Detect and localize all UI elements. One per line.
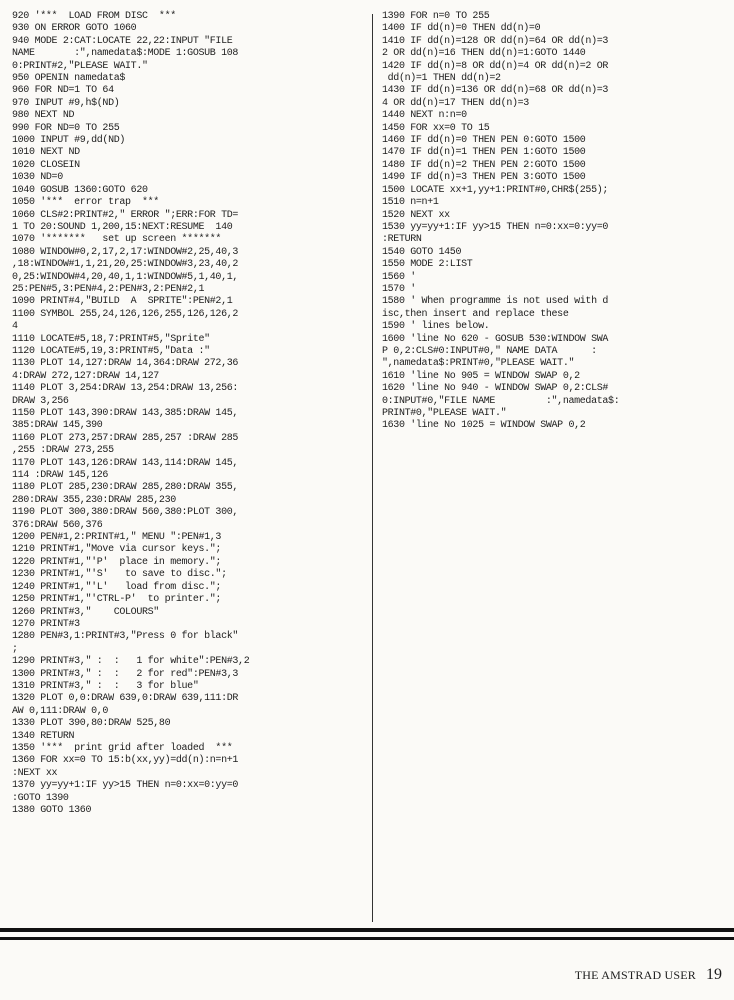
code-line: 1450 FOR xx=0 TO 15 [382,122,490,134]
code-line: 1630 'line No 1025 = WINDOW SWAP 0,2 [382,420,586,432]
code-line: 1430 IF dd(n)=136 OR dd(n)=68 OR dd(n)=3 [382,85,609,97]
code-line: 1390 FOR n=0 TO 255 [382,11,490,22]
code-line: 1360 FOR xx=0 TO 15:b(xx,yy)=dd(n):n=n+1 [12,755,239,767]
code-line: 1180 PLOT 285,230:DRAW 285,280:DRAW 355, [12,482,239,494]
code-line: 1300 PRINT#3," : : 2 for red":PEN#3,3 [12,668,239,680]
code-line: 1150 PLOT 143,390:DRAW 143,385:DRAW 145, [12,408,239,419]
column-divider [372,14,373,922]
code-line: isc,then insert and replace these [382,308,569,320]
code-line: 1500 LOCATE xx+1,yy+1:PRINT#0,CHR$(255); [382,184,609,196]
code-line: 980 NEXT ND [12,110,75,122]
code-line: 1060 CLS#2:PRINT#2," ERROR ";ERR:FOR TD= [12,209,239,221]
code-line: 1380 GOTO 1360 [12,805,92,816]
code-line: NAME :",namedata$:MODE 1:GOSUB 108 [12,48,239,60]
listing-right-column [382,11,732,433]
code-line: 4 [12,321,18,333]
footer-rule-thick [0,928,734,932]
code-line: 1440 NEXT n:n=0 [382,110,467,122]
page-footer [575,966,722,984]
code-line: 25:PEN#5,3:PEN#4,2:PEN#3,2:PEN#2,1 [12,283,205,295]
code-line: 1420 IF dd(n)=8 OR dd(n)=4 OR dd(n)=2 OR [382,60,609,72]
code-line: 1580 ' When programme is not used with d [382,296,609,308]
code-line: 1110 LOCATE#5,18,7:PRINT#5,"Sprite" [12,333,210,345]
code-line: 4 OR dd(n)=17 THEN dd(n)=3 [382,97,529,109]
code-line: 1560 ' [382,271,416,283]
code-line: 940 MODE 2:CAT:LOCATE 22,22:INPUT "FILE [12,35,233,47]
code-line: 1090 PRINT#4,"BUILD A SPRITE":PEN#2,1 [12,296,233,308]
code-line: 1010 NEXT ND [12,147,80,159]
code-line: 1030 ND=0 [12,172,63,184]
code-line: ",namedata$:PRINT#0,"PLEASE WAIT." [382,358,575,370]
code-line: 1220 PRINT#1,"'P' place in memory."; [12,556,222,568]
code-line: 1600 'line No 620 - GOSUB 530:WINDOW SWA [382,333,609,345]
code-line: 1230 PRINT#1,"'S' to save to disc."; [12,569,227,581]
code-line: PRINT#0,"PLEASE WAIT." [382,408,507,419]
code-line: 1290 PRINT#3," : : 1 for white":PEN#3,2 [12,656,250,668]
code-line: 1570 ' [382,283,416,295]
code-line: 1320 PLOT 0,0:DRAW 639,0:DRAW 639,111:DR [12,693,239,705]
code-line: 1200 PEN#1,2:PRINT#1," MENU ":PEN#1,3 [12,532,222,544]
code-line: 1620 'line No 940 - WINDOW SWAP 0,2:CLS# [382,383,609,395]
code-line: 1120 LOCATE#5,19,3:PRINT#5,"Data :" [12,345,210,357]
code-line: 4:DRAW 272,127:DRAW 14,127 [12,370,159,382]
code-line: 1160 PLOT 273,257:DRAW 285,257 :DRAW 285 [12,432,239,444]
code-line: 990 FOR ND=0 TO 255 [12,122,120,134]
code-line: 1550 MODE 2:LIST [382,259,473,271]
code-line: 1100 SYMBOL 255,24,126,126,255,126,126,2 [12,308,239,320]
code-line: 1510 n=n+1 [382,197,439,209]
code-line: 0:PRINT#2,"PLEASE WAIT." [12,60,148,72]
code-line: 1530 yy=yy+1:IF yy>15 THEN n=0:xx=0:yy=0 [382,221,609,233]
code-line: 280:DRAW 355,230:DRAW 285,230 [12,494,176,506]
code-line: 1240 PRINT#1,"'L' load from disc."; [12,581,222,593]
code-line: 960 FOR ND=1 TO 64 [12,85,114,97]
code-line: 114 :DRAW 145,126 [12,470,109,482]
code-line: 1540 GOTO 1450 [382,246,462,258]
code-line: 920 '*** LOAD FROM DISC *** [12,11,176,22]
code-line: 1070 '******* set up screen ******* [12,234,222,246]
code-line: 1020 CLOSEIN [12,159,80,171]
code-line: :GOTO 1390 [12,792,69,804]
code-line: 1080 WINDOW#0,2,17,2,17:WINDOW#2,25,40,3 [12,246,239,258]
code-line: 1000 INPUT #9,dd(ND) [12,135,126,147]
code-line: 950 OPENIN namedata$ [12,73,126,85]
code-line: 1330 PLOT 390,80:DRAW 525,80 [12,718,171,730]
code-line: 1490 IF dd(n)=3 THEN PEN 3:GOTO 1500 [382,172,586,184]
code-line: 1400 IF dd(n)=0 THEN dd(n)=0 [382,23,541,35]
page-number: 19 [706,966,722,983]
code-line: ,18:WINDOW#1,1,21,20,25:WINDOW#3,23,40,2 [12,259,239,271]
code-line: 1050 '*** error trap *** [12,197,159,209]
code-line: 1170 PLOT 143,126:DRAW 143,114:DRAW 145, [12,457,239,469]
code-line: 1460 IF dd(n)=0 THEN PEN 0:GOTO 1500 [382,135,586,147]
listing-left-column [12,11,364,817]
code-line: 1270 PRINT#3 [12,618,80,630]
code-line: 0,25:WINDOW#4,20,40,1,1:WINDOW#5,1,40,1, [12,271,239,283]
code-line: DRAW 3,256 [12,395,69,407]
code-line: dd(n)=1 THEN dd(n)=2 [382,73,501,85]
code-line: 385:DRAW 145,390 [12,420,103,432]
footer-rule-thin [0,937,734,940]
code-line: 1250 PRINT#1,"'CTRL-P' to printer."; [12,594,222,606]
code-line: 1520 NEXT xx [382,209,450,221]
code-line: P 0,2:CLS#0:INPUT#0," NAME DATA : [382,345,597,357]
code-line: 1130 PLOT 14,127:DRAW 14,364:DRAW 272,36 [12,358,239,370]
code-line: 376:DRAW 560,376 [12,519,103,531]
code-line: ,255 :DRAW 273,255 [12,445,114,457]
code-line: 1480 IF dd(n)=2 THEN PEN 2:GOTO 1500 [382,159,586,171]
code-line: 970 INPUT #9,h$(ND) [12,97,120,109]
code-line: 1350 '*** print grid after loaded *** [12,742,233,754]
code-line: 1340 RETURN [12,730,75,742]
code-line: :NEXT xx [12,767,58,779]
code-line: :RETURN [382,234,422,246]
code-line: 1370 yy=yy+1:IF yy>15 THEN n=0:xx=0:yy=0 [12,780,239,792]
code-line: AW 0,111:DRAW 0,0 [12,705,109,717]
code-line: 1260 PRINT#3," COLOURS" [12,606,159,618]
code-line: 1210 PRINT#1,"Move via cursor keys."; [12,544,222,556]
code-line: ; [12,643,18,655]
code-line: 2 OR dd(n)=16 THEN dd(n)=1:GOTO 1440 [382,48,586,60]
code-line: 1190 PLOT 300,380:DRAW 560,380:PLOT 300, [12,507,239,519]
code-line: 930 ON ERROR GOTO 1060 [12,23,137,35]
code-line: 1140 PLOT 3,254:DRAW 13,254:DRAW 13,256: [12,383,239,395]
publication-name: THE AMSTRAD USER [574,968,696,982]
code-line: 1610 'line No 905 = WINDOW SWAP 0,2 [382,370,580,382]
code-line: 1040 GOSUB 1360:GOTO 620 [12,184,148,196]
code-line: 1470 IF dd(n)=1 THEN PEN 1:GOTO 1500 [382,147,586,159]
code-line: 1280 PEN#3,1:PRINT#3,"Press 0 for black" [12,631,239,643]
code-line: 1590 ' lines below. [382,321,490,333]
code-line: 1410 IF dd(n)=128 OR dd(n)=64 OR dd(n)=3 [382,35,609,47]
code-line: 1310 PRINT#3," : : 3 for blue" [12,680,199,692]
code-line: 0:INPUT#0,"FILE NAME :",namedata$: [382,395,620,407]
code-line: 1 TO 20:SOUND 1,200,15:NEXT:RESUME 140 [12,221,233,233]
